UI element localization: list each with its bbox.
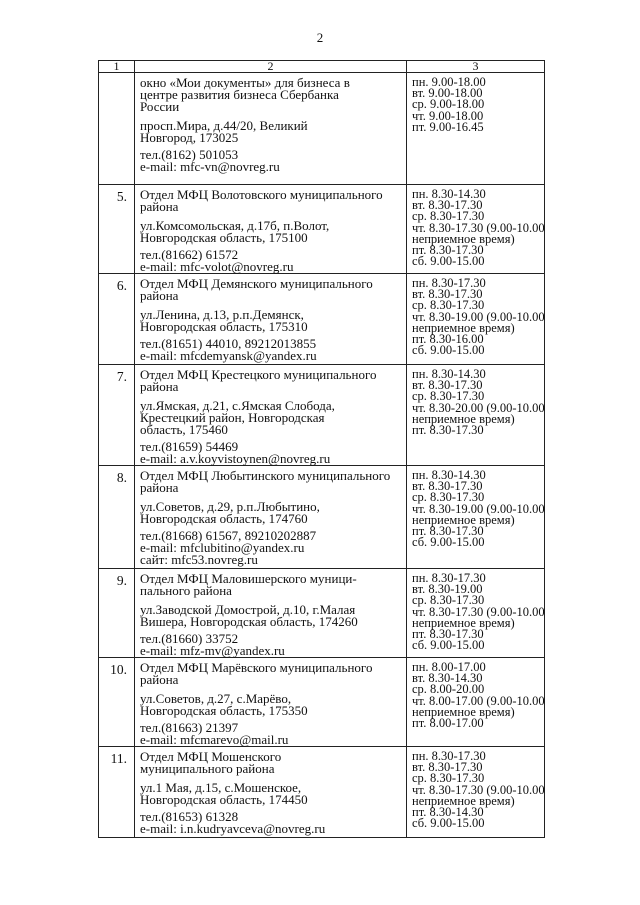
office-address-line: Новгородская область, 175350	[140, 703, 308, 718]
office-phone: тел.(8162) 501053	[140, 147, 239, 162]
office-name-line: района	[140, 480, 179, 495]
office-phone: тел.(81651) 44010, 89212013855	[140, 336, 317, 351]
hours-line: чт. 8.00-17.00 (9.00-10.00	[412, 693, 545, 708]
hours-line: вт. 8.30-17.30	[412, 287, 483, 302]
hours-line: ср. 9.00-18.00	[412, 97, 485, 112]
hours-line: пт. 8.00-17.00	[412, 716, 484, 731]
office-phone: тел.(81660) 33752	[140, 631, 239, 646]
row-number: 6.	[99, 274, 135, 365]
hours-line: ср. 8.00-20.00	[412, 682, 485, 697]
table-row	[99, 466, 545, 569]
office-address-line: Новгородская область, 175100	[140, 230, 308, 245]
hours-line: пн. 8.30-17.30	[412, 749, 486, 763]
office-email: e-mail: a.v.koyvistoynen@novreg.ru	[140, 451, 331, 466]
office-info-cell	[135, 73, 407, 185]
office-info-cell	[135, 185, 407, 274]
office-site: сайт: mfc53.novreg.ru	[140, 552, 258, 567]
column-header: 1	[99, 61, 135, 73]
office-info-cell	[135, 466, 407, 569]
row-number: 11.	[99, 747, 135, 838]
hours-line: пн. 8.30-14.30	[412, 468, 486, 482]
office-name-line: Отдел МФЦ Крестецкого муниципального	[140, 367, 377, 382]
table-row	[99, 73, 545, 185]
office-hours-cell	[407, 466, 545, 569]
table-row	[99, 569, 545, 658]
row-number: 5.	[99, 185, 135, 274]
table-row	[99, 658, 545, 747]
hours-line: пт. 8.30-17.30	[412, 524, 484, 539]
table-row	[99, 185, 545, 274]
office-hours-cell	[407, 658, 545, 747]
hours-line: чт. 8.30-17.30 (9.00-10.00	[412, 604, 545, 619]
office-info-cell	[135, 274, 407, 365]
office-phone: тел.(81653) 61328	[140, 809, 239, 824]
hours-line: чт. 8.30-17.30 (9.00-10.00	[412, 782, 545, 797]
hours-line: вт. 8.30-17.30	[412, 760, 483, 775]
office-info-cell	[135, 365, 407, 466]
office-name-line: центре развития бизнеса Сбербанка	[140, 87, 339, 102]
table-row	[99, 747, 545, 838]
office-info-cell	[135, 569, 407, 658]
office-address-line: ул.Заводской Домострой, д.10, г.Малая	[140, 602, 356, 617]
hours-line: пн. 8.30-14.30	[412, 367, 486, 381]
office-hours-cell	[407, 274, 545, 365]
office-name-line: Отдел МФЦ Волотовского муниципального	[140, 187, 383, 202]
office-hours-cell	[407, 747, 545, 838]
hours-line: сб. 9.00-15.00	[412, 638, 485, 653]
hours-line: ср. 8.30-17.30	[412, 298, 485, 313]
office-address-line: Новгород, 173025	[140, 130, 239, 145]
hours-line: чт. 9.00-18.00	[412, 108, 484, 123]
row-number: 7.	[99, 365, 135, 466]
row-number	[99, 73, 135, 185]
office-address-line: ул.Ленина, д.13, р.п.Демянск,	[140, 307, 304, 322]
hours-line: вт. 8.30-19.00	[412, 582, 483, 597]
office-address-line: просп.Мира, д.44/20, Великий	[140, 118, 308, 133]
hours-line: пт. 8.30-14.30	[412, 805, 484, 820]
office-address-line: Крестецкий район, Новгородская	[140, 410, 325, 425]
hours-line: ср. 8.30-17.30	[412, 389, 485, 404]
office-address-line: Новгородская область, 174760	[140, 511, 308, 526]
hours-line: чт. 8.30-17.30 (9.00-10.00	[412, 220, 545, 235]
hours-line: неприемное время)	[412, 615, 515, 630]
office-name-line: Отдел МФЦ Маловишерского муници-	[140, 571, 357, 586]
hours-line: чт. 8.30-19.00 (9.00-10.00	[412, 501, 545, 516]
hours-line: пт. 8.30-17.30	[412, 243, 484, 258]
hours-line: ср. 8.30-17.30	[412, 209, 485, 224]
office-name-line: Отдел МФЦ Мошенского	[140, 749, 282, 764]
hours-line: неприемное время)	[412, 320, 515, 335]
hours-line: пт. 8.30-16.00	[412, 332, 484, 347]
office-info-cell	[135, 747, 407, 838]
office-address-line: ул.Комсомольская, д.17б, п.Волот,	[140, 218, 330, 233]
office-name-line: России	[140, 99, 180, 114]
page-number: 2	[316, 30, 324, 45]
office-name-line: Отдел МФЦ Любытинского муниципального	[140, 468, 391, 483]
office-info-cell	[135, 658, 407, 747]
hours-line: ср. 8.30-17.30	[412, 593, 485, 608]
office-hours-cell	[407, 73, 545, 185]
hours-line: пт. 8.30-17.30	[412, 627, 484, 642]
hours-line: вт. 8.30-17.30	[412, 378, 483, 393]
hours-line: пн. 8.30-14.30	[412, 187, 486, 201]
office-name-line: Отдел МФЦ Марёвского муниципального	[140, 660, 373, 675]
office-email: e-mail: mfz-mv@yandex.ru	[140, 643, 285, 658]
column-header: 2	[135, 61, 407, 73]
hours-line: сб. 9.00-15.00	[412, 343, 485, 358]
hours-line: неприемное время)	[412, 512, 515, 527]
hours-line: неприемное время)	[412, 704, 515, 719]
office-name-line: района	[140, 672, 179, 687]
office-email: e-mail: mfcdemyansk@yandex.ru	[140, 348, 317, 363]
office-hours-cell	[407, 569, 545, 658]
hours-line: сб. 9.00-15.00	[412, 816, 485, 831]
office-name-line: района	[140, 288, 179, 303]
office-address-line: Новгородская область, 174450	[140, 792, 308, 807]
office-address-line: ул.Советов, д.29, р.п.Любытино,	[140, 499, 320, 514]
hours-line: неприемное время)	[412, 793, 515, 808]
hours-line: неприемное время)	[412, 411, 515, 426]
hours-line: ср. 8.30-17.30	[412, 771, 485, 786]
office-address-line: область, 175460	[140, 422, 228, 437]
hours-line: пт. 8.30-17.30	[412, 423, 484, 438]
office-address-line: ул.Советов, д.27, с.Марёво,	[140, 691, 292, 706]
office-name-line: района	[140, 199, 179, 214]
hours-line: чт. 8.30-19.00 (9.00-10.00	[412, 309, 545, 324]
row-number: 9.	[99, 569, 135, 658]
column-header: 3	[407, 61, 545, 73]
row-number: 8.	[99, 466, 135, 569]
office-name-line: Отдел МФЦ Демянского муниципального	[140, 276, 373, 291]
office-email: e-mail: mfc-volot@novreg.ru	[140, 259, 294, 274]
hours-line: пн. 8.30-17.30	[412, 276, 486, 290]
table-row	[99, 365, 545, 466]
table-row	[99, 274, 545, 365]
office-address-line: ул.1 Мая, д.15, с.Мошенское,	[140, 780, 302, 795]
hours-line: сб. 9.00-15.00	[412, 254, 485, 269]
hours-line: пн. 8.30-17.30	[412, 571, 486, 585]
office-name-line: пального района	[140, 583, 232, 598]
hours-line: ср. 8.30-17.30	[412, 490, 485, 505]
hours-line: пт. 9.00-16.45	[412, 119, 484, 134]
hours-line: вт. 8.30-14.30	[412, 671, 483, 686]
hours-line: пн. 8.00-17.00	[412, 660, 486, 674]
office-name-line: окно «Мои документы» для бизнеса в	[140, 75, 350, 90]
office-name-line: муниципального района	[140, 761, 275, 776]
table-header-row	[99, 61, 545, 73]
hours-line: неприемное время)	[412, 231, 515, 246]
office-email: e-mail: mfc-vn@novreg.ru	[140, 159, 280, 174]
office-address-line: Вишера, Новгородская область, 174260	[140, 614, 358, 629]
hours-line: вт. 8.30-17.30	[412, 198, 483, 213]
office-phone: тел.(81668) 61567, 89210202887	[140, 528, 317, 543]
hours-line: вт. 9.00-18.00	[412, 86, 483, 101]
office-hours-cell	[407, 365, 545, 466]
office-address-line: Новгородская область, 175310	[140, 319, 308, 334]
office-phone: тел.(81662) 61572	[140, 247, 239, 262]
office-name-line: района	[140, 379, 179, 394]
hours-line: чт. 8.30-20.00 (9.00-10.00	[412, 400, 545, 415]
mfc-offices-table	[98, 60, 545, 838]
hours-line: пн. 9.00-18.00	[412, 75, 486, 89]
office-email: e-mail: mfcmarevo@mail.ru	[140, 732, 289, 747]
hours-line: вт. 8.30-17.30	[412, 479, 483, 494]
hours-line: сб. 9.00-15.00	[412, 535, 485, 550]
office-address-line: ул.Ямская, д.21, с.Ямская Слобода,	[140, 398, 335, 413]
office-hours-cell	[407, 185, 545, 274]
office-phone: тел.(81663) 21397	[140, 720, 239, 735]
office-email: e-mail: mfclubitino@yandex.ru	[140, 540, 305, 555]
office-phone: тел.(81659) 54469	[140, 439, 239, 454]
office-email: e-mail: i.n.kudryavceva@novreg.ru	[140, 821, 326, 836]
row-number: 10.	[99, 658, 135, 747]
